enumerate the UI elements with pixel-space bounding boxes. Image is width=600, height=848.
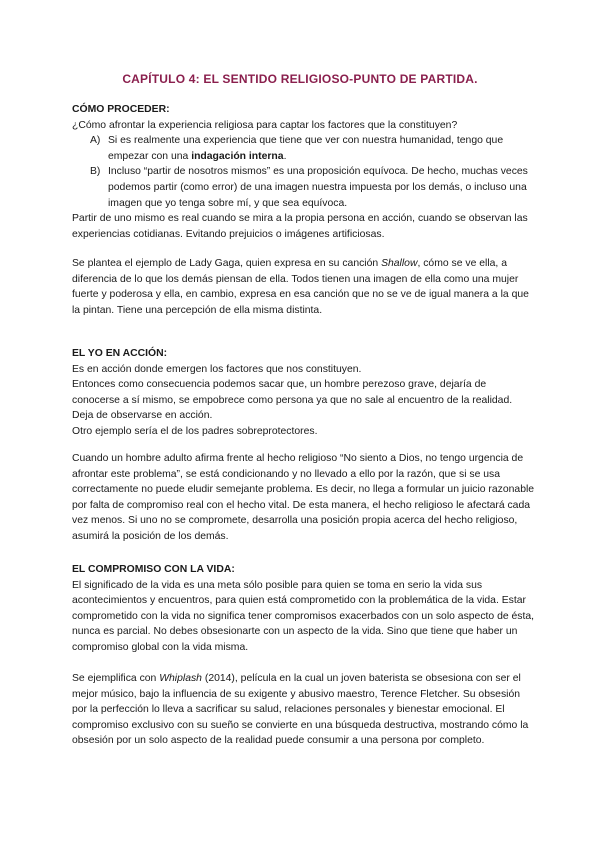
paragraph-text: Es en acción donde emergen los factores que nos constituyen. xyxy=(72,363,362,375)
bold-term: indagación interna xyxy=(191,150,284,162)
paragraph-text: Partir de uno mismo es real cuando se mira a la propia persona en acción, cuando se observan las experiencias cotidianas. Evitando prejuicios o imágenes artificiosas. xyxy=(72,213,528,240)
section-como-proceder xyxy=(72,102,536,211)
paragraph-text xyxy=(72,671,536,749)
paragraph-text: El significado de la vida es una meta sólo posible para quien se toma en serio la vida sus acontecimientos y encuentros, para quien está comprometido con la problemática de la vida. Estar comprometido con la vida no significa tener compromisos exacerbados con un solo aspecto de ésta, nunca es parcial. No debes obsesionarte con un aspecto de la vida. Sino que tiene que haber un compromiso global con la vida misma. xyxy=(72,579,535,653)
list-item-text: Si es realmente una experiencia que tiene que ver con nuestra humanidad, tengo que empezar con una xyxy=(108,135,504,162)
option-list xyxy=(72,133,536,211)
text-run: , cómo se ve ella, a diferencia de lo que los demás piensan de ella. Todos tienen una imagen de ella como una mujer fuerte y poderosa y ella, en cambio, expresa en esa canción que no se ve de igual manera a la que la pintan. Tiene una percepción de ella misma distinta. xyxy=(72,258,529,316)
paragraph-text xyxy=(72,256,536,318)
paragraph-text: Cuando un hombre adulto afirma frente al hecho religioso “No siento a Dios, no tengo urgencia de afrontar este problema”, se está condicionando y no llevado a ello por la razón, que si se usa correctamente no puede eludir semejante problema. Es decir, no llega a formular un juicio razonable por falta de compromiso real con el hecho vital. De esta manera, el hecho religioso le afectará cada vez menos. Si uno no se compromete, desarrolla una posición propia acerca del hecho religioso, asumirá la posición de los demás. xyxy=(72,453,535,542)
film-title: Whiplash xyxy=(159,673,202,684)
punctuation: . xyxy=(283,150,287,162)
list-item xyxy=(72,133,536,164)
paragraph xyxy=(72,211,536,242)
paragraph-text: Otro ejemplo sería el de los padres sobreprotectores. xyxy=(72,425,318,437)
list-marker: A) xyxy=(90,135,101,147)
paragraph xyxy=(72,451,536,545)
page-title: CAPÍTULO 4: EL SENTIDO RELIGIOSO-PUNTO DE PARTIDA. xyxy=(122,72,478,86)
paragraph xyxy=(72,256,536,318)
song-title: Shallow xyxy=(381,258,418,269)
paragraph xyxy=(72,671,536,749)
text-run: Se plantea el ejemplo de Lady Gaga, quien expresa en su canción xyxy=(72,258,379,269)
paragraph: ¿Cómo afrontar la experiencia religiosa para captar los factores que la constituyen? xyxy=(72,119,458,131)
section-heading: EL COMPROMISO CON LA VIDA: xyxy=(72,564,235,575)
paragraph-text: Entonces como consecuencia podemos sacar que, un hombre perezoso grave, dejaría de conocerse a sí mismo, se empobrece como persona ya que no sale al encuentro de la realidad. Deja de observarse en acción. xyxy=(72,379,513,422)
text-run: (2014), película en la cual un joven baterista se obsesiona con ser el mejor músico, bajo la influencia de su exigente y abusivo maestro, Terence Fletcher. Su obsesión por la perfección lo lleva a sacrificar su salud, relaciones personales y bienestar emocional. El compromiso exclusivo con su sueño se convierte en una búsqueda destructiva, mostrando cómo la obsesión por un solo aspecto de la realidad puede consumir a una persona por completo. xyxy=(72,673,529,747)
section-heading: CÓMO PROCEDER: xyxy=(72,104,170,115)
section-heading: EL YO EN ACCIÓN: xyxy=(72,348,168,359)
list-marker: B) xyxy=(90,166,101,178)
section-yo-en-accion xyxy=(72,346,536,440)
list-item xyxy=(72,164,536,211)
list-item-text: Incluso “partir de nosotros mismos” es una proposición equívoca. De hecho, muchas veces podemos partir (como error) de una imagen nuestra impuesta por los demás, o incluso una imagen que yo tenga sobre mí, y que sea equívoca. xyxy=(108,166,528,209)
text-run: Se ejemplifica con xyxy=(72,673,157,684)
section-compromiso-vida xyxy=(72,562,536,656)
